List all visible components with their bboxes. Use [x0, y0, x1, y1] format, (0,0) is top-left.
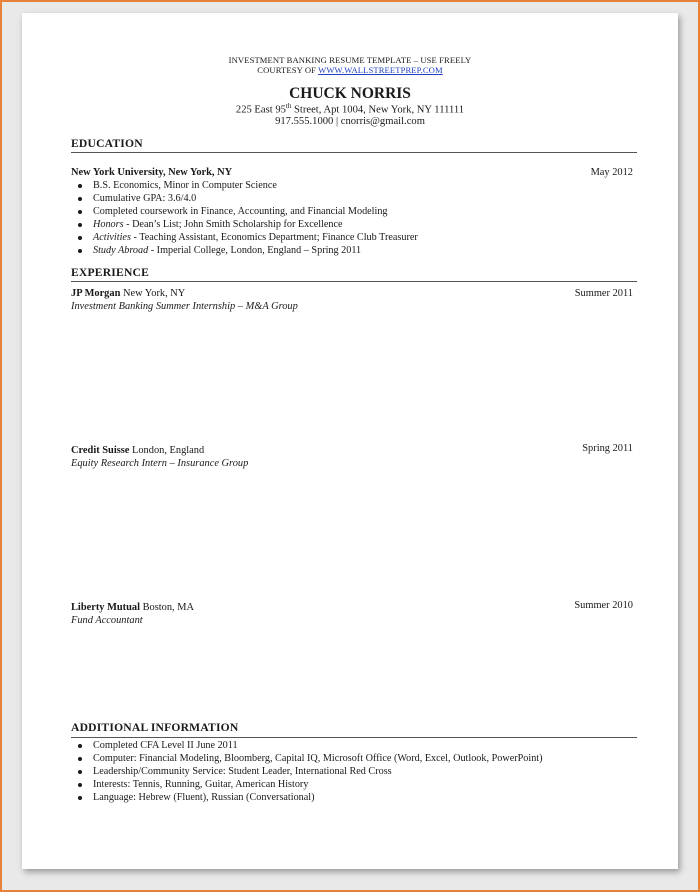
job-date: Spring 2011 [582, 443, 633, 454]
experience-rule [71, 281, 637, 282]
company-location: New York, NY [120, 288, 186, 299]
job-company-line [71, 602, 194, 613]
education-bullet: Honors - Dean’s List; John Smith Scholarship for Excellence [75, 218, 418, 231]
resume-page [22, 13, 678, 869]
job-role: Fund Accountant [71, 615, 143, 626]
education-rule [71, 152, 637, 153]
job-date: Summer 2011 [574, 288, 633, 299]
additional-bullet: Computer: Financial Modeling, Bloomberg, Capital IQ, Microsoft Office (Word, Excel, Outlook, PowerPoint) [75, 752, 543, 765]
company-name: Credit Suisse [71, 445, 130, 456]
job-company-line [71, 445, 204, 456]
education-heading: EDUCATION [71, 137, 143, 150]
address-sup: th [285, 102, 292, 110]
job-role: Investment Banking Summer Internship – M&A Group [71, 301, 298, 312]
education-bullet: Activities - Teaching Assistant, Economics Department; Finance Club Treasurer [75, 231, 418, 244]
candidate-name: CHUCK NORRIS [289, 85, 411, 102]
wallstreetprep-link[interactable]: WWW.WALLSTREETPREP.COM [318, 65, 443, 75]
additional-rule [71, 737, 637, 738]
company-name: Liberty Mutual [71, 602, 140, 613]
education-bullet: Study Abroad - Imperial College, London, England – Spring 2011 [75, 244, 418, 257]
education-list [75, 179, 418, 257]
additional-bullet: Leadership/Community Service: Student Leader, International Red Cross [75, 765, 543, 778]
additional-list [75, 739, 543, 804]
contact-line: 917.555.1000 | cnorris@gmail.com [275, 116, 425, 127]
job-date: Summer 2010 [574, 600, 633, 611]
company-name: JP Morgan [71, 288, 121, 299]
template-line: INVESTMENT BANKING RESUME TEMPLATE – USE FREELY [228, 55, 472, 65]
experience-heading: EXPERIENCE [71, 266, 150, 279]
courtesy-prefix: COURTESY OF [257, 65, 319, 75]
job-role: Equity Research Intern – Insurance Group [71, 458, 249, 469]
additional-bullet: Language: Hebrew (Fluent), Russian (Conversational) [75, 791, 543, 804]
school-name: New York University, New York, NY [71, 167, 233, 178]
additional-heading: ADDITIONAL INFORMATION [71, 721, 239, 734]
address-pre: 225 East 95 [235, 104, 286, 116]
courtesy-line [22, 65, 678, 75]
additional-bullet: Completed CFA Level II June 2011 [75, 739, 543, 752]
education-bullet: Cumulative GPA: 3.6/4.0 [75, 192, 418, 205]
address [22, 102, 678, 116]
education-date: May 2012 [590, 167, 633, 178]
education-bullet: Completed coursework in Finance, Accounting, and Financial Modeling [75, 205, 418, 218]
additional-bullet: Interests: Tennis, Running, Guitar, American History [75, 778, 543, 791]
company-location: Boston, MA [139, 602, 194, 613]
job-company-line [71, 288, 185, 299]
company-location: London, England [129, 445, 205, 456]
education-bullet: B.S. Economics, Minor in Computer Science [75, 179, 418, 192]
address-post: Street, Apt 1004, New York, NY 111111 [291, 104, 465, 116]
